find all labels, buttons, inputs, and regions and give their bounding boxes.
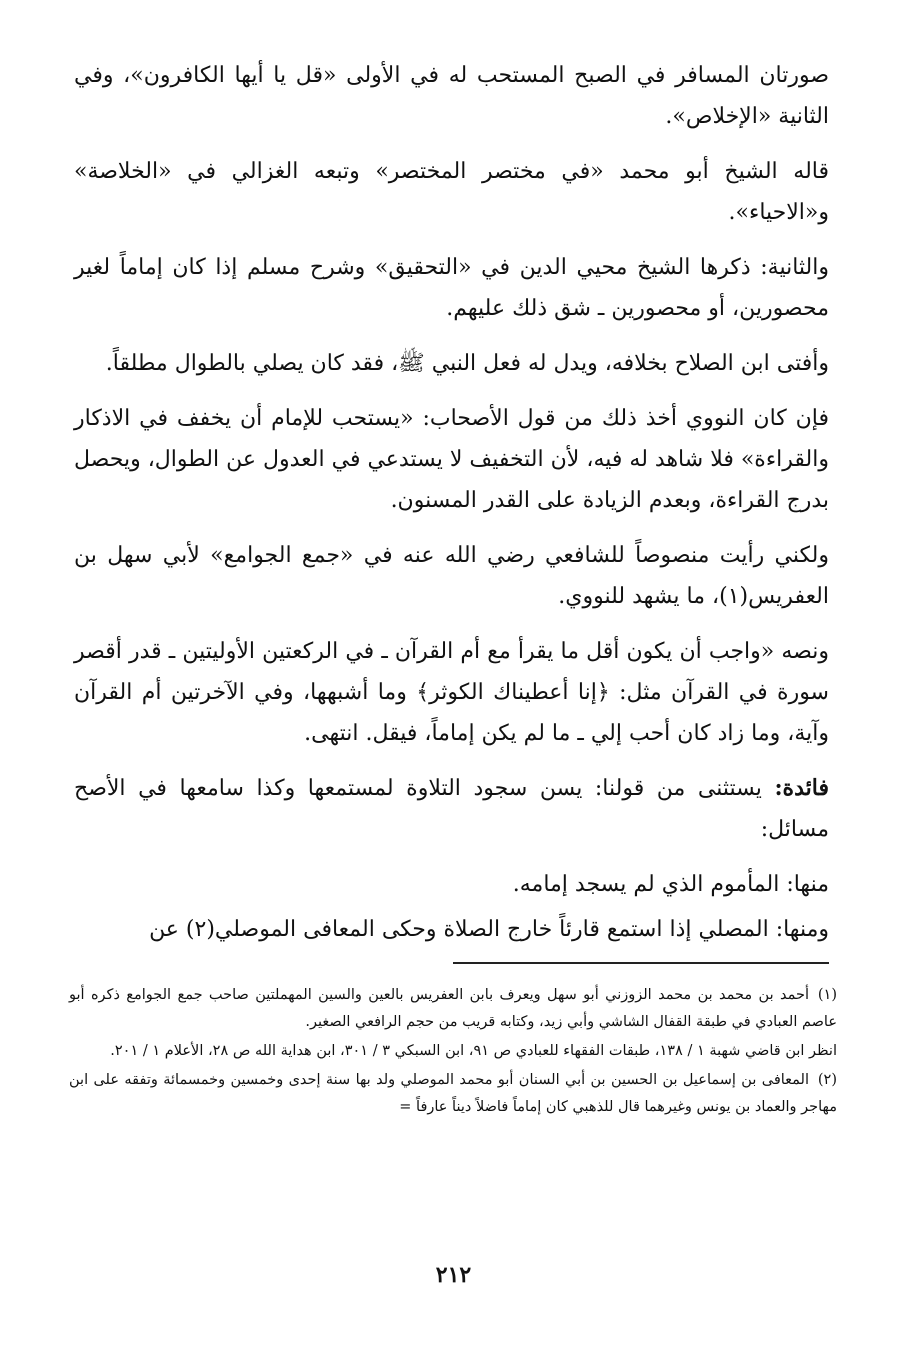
page-number: ٢١٢ [435, 1262, 472, 1288]
footnotes [69, 982, 837, 1123]
faida-text: يستثنى من قولنا: يسن سجود التلاوة لمستمعها وكذا سامعها في الأصح مسائل: [74, 776, 829, 842]
paragraph-4: وأفتى ابن الصلاح بخلافه، ويدل له فعل النبي ﷺ، فقد كان يصلي بالطوال مطلقاً. [105, 351, 829, 376]
footnote-1 [69, 982, 837, 1036]
paragraph-5: فإن كان النووي أخذ ذلك من قول الأصحاب: «يستحب للإمام أن يخفف في الاذكار والقراءة» فلا شاهد له فيه، لأن التخفيف لا يستدعي في العدول عن الطوال، ويحصل بدرج القراءة، وبعدم الزيادة على القدر المسنون. [74, 406, 829, 513]
paragraph-3: والثانية: ذكرها الشيخ محيي الدين في «التحقيق» وشرح مسلم إذا كان إماماً لغير محصورين، أو محصورين ـ شق ذلك عليهم. [74, 255, 829, 321]
footnote-2-text: المعافى بن إسماعيل بن الحسين بن أبي السنان أبو محمد الموصلي ولد بها سنة إحدى وخمسين وخمسمائة وتفقه على ابن مهاجر والعماد بن يونس وغيرهما قال للذهبي كان إماماً فاضلاً ديناً عارفاً = [69, 1072, 837, 1115]
footnote-1-sources: انظر ابن قاضي شهبة ١ / ١٣٨، طبقات الفقهاء للعبادي ص ٩١، ابن السبكي ٣ / ٣٠١، ابن هداية الله ص ٢٨، الأعلام ١ / ٢٠١. [110, 1043, 837, 1059]
paragraph-1: صورتان المسافر في الصبح المستحب له في الأولى «قل يا أيها الكافرون»، وفي الثانية «الإخلاص». [74, 63, 829, 129]
footnote-1-number: (١) [817, 987, 837, 1003]
footnote-separator [453, 962, 829, 964]
paragraph-7: ونصه «واجب أن يكون أقل ما يقرأ مع أم القرآن ـ في الركعتين الأوليتين ـ قدر أقصر سورة في القرآن مثل: ﴿إنا أعطيناك الكوثر﴾ وما أشبهها، وفي الآخرتين أم القرآن وآية، وما زاد كان أحب إلي ـ ما لم يكن إماماً، فيقل. انتهى. [74, 639, 829, 746]
faida-label: فائدة: [774, 775, 829, 801]
paragraph-9: منها: المأموم الذي لم يسجد إمامه. [512, 872, 829, 897]
footnote-2 [69, 1067, 837, 1121]
main-text [74, 55, 829, 954]
footnote-2-number: (٢) [817, 1072, 837, 1088]
paragraph-faida [74, 768, 829, 850]
footnote-1-text: أحمد بن محمد بن محمد الزوزني أبو سهل ويعرف بابن العفريس بالعين والسين المهملتين صاحب جمع الجوامع ذكره أبو عاصم العبادي في طبقة القفال الشاشي وأبي زيد، وكتابه قريب من حجم الرافعي الصغير. [69, 987, 837, 1030]
paragraph-6: ولكني رأيت منصوصاً للشافعي رضي الله عنه في «جمع الجوامع» لأبي سهل بن العفريس(١)، ما يشهد للنووي. [74, 543, 829, 609]
paragraph-10: ومنها: المصلي إذا استمع قارئاً خارج الصلاة وحكى المعافى الموصلي(٢) عن [149, 917, 829, 942]
paragraph-2: قاله الشيخ أبو محمد «في مختصر المختصر» وتبعه الغزالي في «الخلاصة» و«الاحياء». [74, 159, 829, 225]
